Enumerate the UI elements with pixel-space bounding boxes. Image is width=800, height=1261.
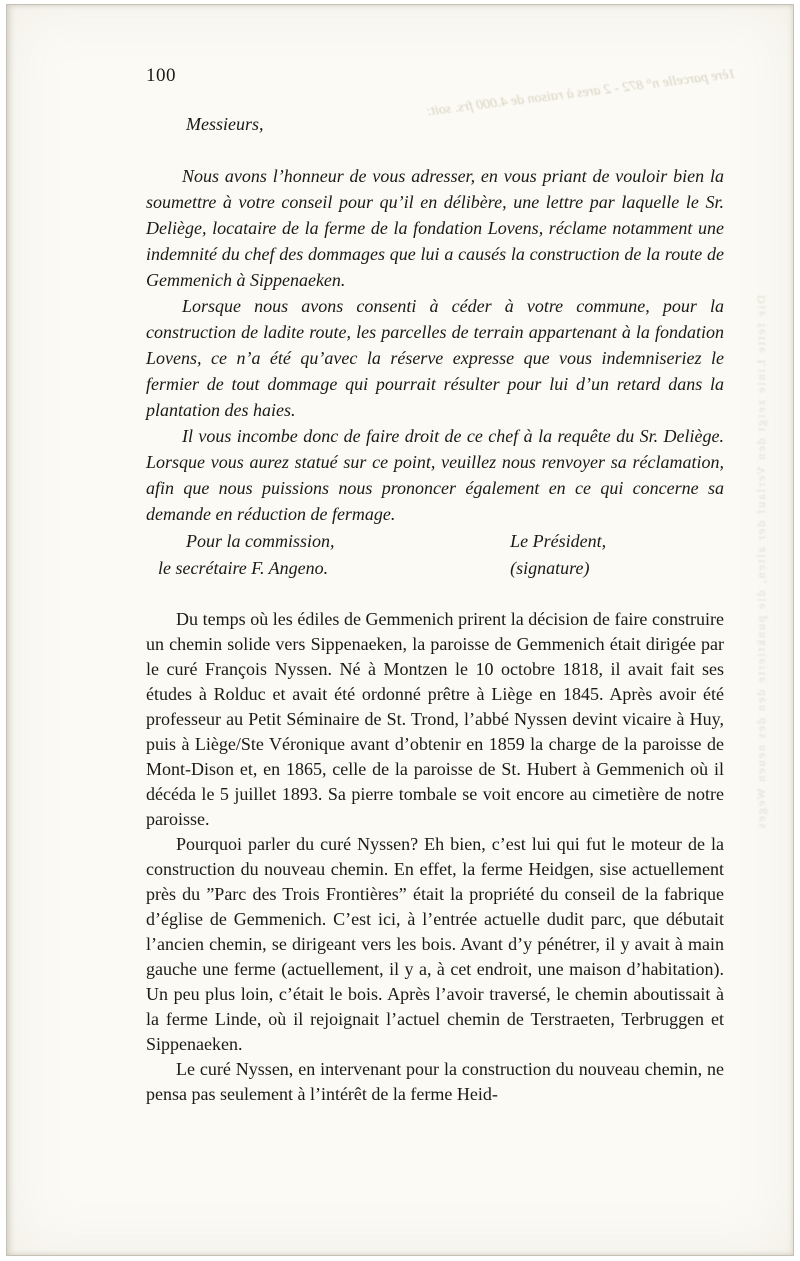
letter-paragraph: Lorsque nous avons consenti à céder à votre commune, pour la construction de ladite route, les parcelles de terrain appartenant à la fondation Lovens, ce n’a été qu’avec la réserve expresse que vous indemniseriez le fermier de tout dommage qui pourrait résulter pour lui d’un retard dans la plantation des haies. [146,296,724,420]
signature-placeholder: (signature) [510,558,590,578]
signature-commission: Pour la commission, [186,531,335,551]
document-page [6,4,794,1256]
letter-block [146,111,724,581]
body-paragraph: Du temps où les édiles de Gemmenich prirent la décision de faire construire un chemin solide vers Sippenaeken, la paroisse de Gemmenich était dirigée par le curé François Nyssen. Né à Montzen le 10 octobre 1818, il avait fait ses études à Rolduc et avait été ordonné prêtre à Liège en 1845. Après avoir été professeur au Petit Séminaire de St. Trond, l’abbé Nyssen devint vicaire à Huy, puis à Liège/Ste Véronique avant d’obtenir en 1859 la charge de la paroisse de Mont-Dison et, en 1865, celle de la paroisse de St. Hubert à Gemmenich où il décéda le 5 juillet 1893. Sa pierre tombale se voit encore au cimetière de notre paroisse. [146,609,724,829]
body-paragraph: Le curé Nyssen, en intervenant pour la construction du nouveau chemin, ne pensa pas seulement à l’intérêt de la ferme Heid- [146,1059,724,1104]
signature-secretary: le secrétaire F. Angeno. [158,558,329,578]
body-text-block [146,607,724,1107]
bleed-through-top-text: 1ère parcelle n° 872 - 2 ares à raison de 4.000 frs. soit: [425,66,737,120]
signature-line [146,528,724,554]
page-content [146,65,724,1107]
page-number: 100 [146,65,176,86]
signature-line [146,555,724,581]
bleed-through-side-text: Die fette Linie zeigt den Verlauf der alten, die punktierte den des neuen Weges [754,295,768,831]
signature-president: Le Président, [510,531,607,551]
letter-paragraph: Il vous incombe donc de faire droit de ce chef à la requête du Sr. Deliège. Lorsque vous aurez statué sur ce point, veuillez nous renvoyer sa réclamation, afin que nous puissions nous prononcer également en ce qui concerne sa demande en réduction de fermage. [146,426,724,524]
letter-paragraph: Nous avons l’honneur de vous adresser, en vous priant de vouloir bien la soumettre à votre conseil pour qu’il en délibère, une lettre par laquelle le Sr. Deliège, locataire de la ferme de la fondation Lovens, réclame notamment une indemnité du chef des dommages que lui a causés la construction de la route de Gemmenich à Sippenaeken. [146,166,724,290]
letter-salutation: Messieurs, [186,114,264,134]
body-paragraph: Pourquoi parler du curé Nyssen? Eh bien, c’est lui qui fut le moteur de la construction du nouveau chemin. En effet, la ferme Heidgen, sise actuellement près du ”Parc des Trois Frontières” était la propriété du conseil de la fabrique d’église de Gemmenich. C’est ici, à l’entrée actuelle dudit parc, que débutait l’ancien chemin, se dirigeant vers les bois. Avant d’y pénétrer, il y avait à main gauche une ferme (actuellement, il y a, à cet endroit, une maison d’habitation). Un peu plus loin, c’était le bois. Après l’avoir traversé, le chemin aboutissait à la ferme Linde, où il rejoignait l’actuel chemin de Terstraeten, Terbruggen et Sippenaeken. [146,834,724,1054]
